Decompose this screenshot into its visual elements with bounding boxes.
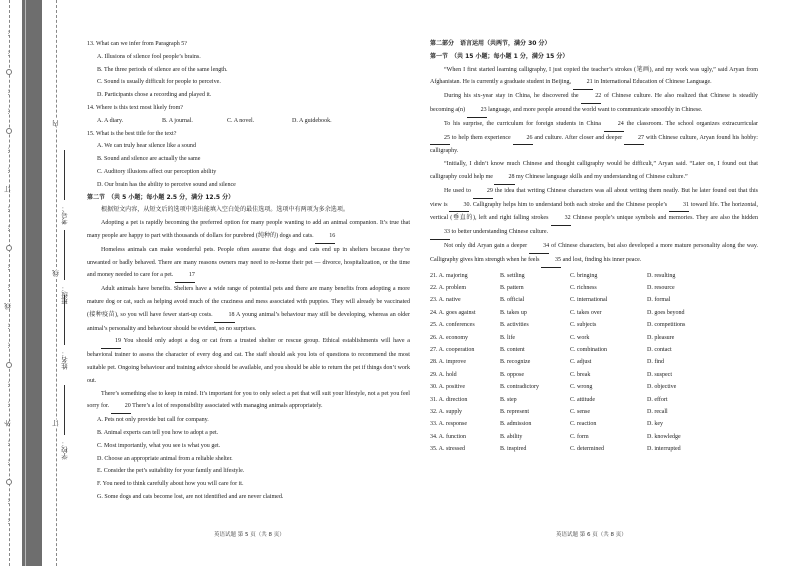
candidate-field-label: 学校：: [62, 440, 69, 460]
blank-28: 28: [494, 171, 514, 185]
answer-option: D. competitions: [647, 322, 686, 329]
option: B. Sound and silence are actually the same: [97, 156, 201, 163]
answer-row: [430, 282, 747, 294]
answer-option: C. adjust: [570, 359, 592, 366]
answer-option: D. resource: [647, 284, 675, 291]
option: F. You need to think carefully about how you will care for it.: [97, 481, 244, 488]
answer-option: B. life: [500, 334, 515, 341]
option: C. A novel.: [227, 117, 255, 124]
answer-option: B. recognize: [500, 359, 531, 366]
candidate-field-label: 班级：: [62, 285, 69, 305]
answer-row: [430, 270, 747, 282]
answer-option: B. inspired: [500, 446, 527, 453]
paragraph: “Initially, I didn’t know much Chinese and thought calligraphy would be difficult,” Aryan said. “Later on, I found out that calligraphy could help me 28 my Chinese language skills and my understanding of Chinese culture.”: [430, 158, 758, 185]
binding-mark: …: [4, 381, 11, 388]
answer-option: C. break: [570, 371, 591, 378]
answer-row: [430, 369, 747, 381]
blank-18: 18: [214, 309, 234, 323]
candidate-field-line[interactable]: [64, 230, 66, 280]
answer-option: C. form: [570, 433, 589, 440]
answer-row: [430, 307, 747, 319]
answer-row: [430, 431, 747, 443]
binding-mark: 订: [5, 186, 12, 193]
option: D. A guidebook.: [292, 117, 332, 124]
binding-mark: …: [4, 30, 11, 37]
section-heading: 第一节 （共 15 小题；每小题 1 分，满分 15 分）: [430, 52, 569, 60]
paragraph: Adult animals have benefits. Shelters have a wide range of potential pets and there are many benefits from adopting a more mature dog or cat, such as helping avoid much of the craziness and mess associated with puppies. They will already be vaccinated (接种疫苗), so you will have fewer start-up costs. 18 A young animal’s behaviour may still be developing, whereas an older animal’s personality and behaviour should be evident, so no surprises.: [87, 286, 411, 332]
binding-mark: 外: [5, 420, 12, 427]
blank-31: 31: [669, 199, 689, 213]
answer-option: C. bringing: [570, 272, 598, 279]
answer-option: D. interrupted: [647, 446, 681, 453]
answer-option: B. admission: [500, 421, 532, 428]
candidate-field-line[interactable]: [64, 150, 66, 200]
answer-option: B. settling: [500, 272, 525, 279]
blank-34: 34: [529, 240, 549, 254]
binding-hole-mark: [6, 362, 12, 368]
paragraph: 19 You should only adopt a dog or cat from a trusted shelter or rescue group. Ethical establishments will have a behavioral trainer to assess the character of every dog and cat. The staff should ask you lots of questions to recommend the most suitable pet. Ongoing behaviour and training advice should be available, and you should be able to return the pet if things don’t work out.: [87, 335, 410, 387]
option: A. A diary.: [97, 117, 124, 124]
page-6-content: [430, 38, 758, 456]
answer-option: D. formal: [647, 297, 671, 304]
binding-mark: …: [4, 108, 11, 115]
answer-options-table: [430, 270, 747, 456]
answer-option: D. pleasure: [647, 334, 675, 341]
answer-option: 30. A. positive: [430, 384, 466, 391]
binding-mark: …: [4, 88, 11, 95]
answer-option: B. activities: [500, 322, 529, 329]
option: E. Consider the pet’s suitability for your family and lifestyle.: [97, 468, 245, 475]
answer-option: D. find: [647, 359, 664, 366]
inner-binding-mark: 订: [53, 420, 60, 427]
answer-option: B. oppose: [500, 371, 524, 378]
option: A. We can truly hear silence like a sound: [97, 143, 196, 150]
binding-mark: …: [4, 147, 11, 154]
binding-mark: …: [4, 166, 11, 173]
binding-mark: …: [4, 205, 11, 212]
binding-mark: …: [4, 439, 11, 446]
answer-row: [430, 344, 747, 356]
answer-row: [430, 394, 747, 406]
paragraph: Not only did Aryan gain a deeper 34 of Chinese characters, but also developed a more mature personality along the way. Calligraphy gives him strength when he feels 35 and lost, finding his inner peace.: [430, 240, 758, 268]
answer-option: 25. A. conferences: [430, 322, 475, 329]
blank-22: 22: [581, 90, 601, 104]
answer-option: D. suspect: [647, 371, 672, 378]
binding-mark: …: [4, 459, 11, 466]
blank-23: 23: [467, 104, 487, 118]
answer-row: [430, 406, 747, 418]
section-heading: 第二节 （共 5 小题；每小题 2.5 分，满分 12.5 分）: [87, 193, 235, 201]
binding-mark: …: [4, 498, 11, 505]
binding-mark: …: [4, 322, 11, 329]
answer-option: 24. A. goes against: [430, 309, 476, 316]
answer-row: [430, 381, 747, 393]
answer-option: 28. A. improve: [430, 359, 466, 366]
page-5-footer: 英语试题 第 5 页（共 8 页）: [214, 532, 285, 538]
answer-option: D. recall: [647, 409, 668, 416]
blank-21: 21: [573, 76, 593, 90]
paragraph: There’s something else to keep in mind. It’s important for you to only select a pet that will suit your lifestyle, not a pet you feel sorry for. 20 There’s a lot of responsibility associated with managing animals appropriately.: [87, 388, 410, 415]
inner-cut-line: [56, 0, 57, 566]
answer-option: 33. A. response: [430, 421, 467, 428]
answer-option: C. subjects: [570, 322, 597, 329]
option: D. Choose an appropriate animal from a reliable shelter.: [97, 455, 233, 462]
answer-option: B. official: [500, 297, 525, 304]
answer-row: [430, 356, 747, 368]
blank-33: 33: [430, 226, 450, 240]
answer-option: D. objective: [647, 384, 677, 391]
option: G. Some dogs and cats become lost, are not identified and are never claimed.: [97, 493, 284, 500]
blank-32: 32: [551, 212, 571, 226]
answer-option: C. determined: [570, 446, 604, 453]
answer-option: C. combination: [570, 346, 607, 353]
inner-binding-mark: 线: [53, 270, 60, 277]
option: B. A journal.: [162, 117, 193, 124]
blank-35: 35: [541, 254, 561, 268]
answer-option: 31. A. direction: [430, 396, 468, 403]
paragraph: 根据短文内容，从短文后的选项中选出能填入空白处的最佳选项。选项中有两项为多余选项。: [101, 207, 349, 214]
answer-option: C. work: [570, 334, 590, 341]
option: C. Auditory illusions affect our perception ability: [97, 168, 217, 175]
answer-row: [430, 443, 747, 455]
question: 13. What can we infer from Paragraph 5?: [87, 41, 187, 47]
option-row: [87, 115, 410, 128]
answer-option: C. wrong: [570, 384, 593, 391]
blank-20: 20: [111, 400, 131, 414]
binding-mark: …: [4, 517, 11, 524]
answer-option: D. effort: [647, 396, 668, 403]
option: C. Sound is usually difficult for people to perceive.: [97, 79, 221, 86]
paragraph: To his surprise, the curriculum for foreign students in China 24 the classroom. The school organizes extracurricular 25 to help them experience 26 and culture. After closer and deeper 27 with Chinese culture, Aryan found his hobby: calligraphy.: [430, 118, 758, 158]
binding-hole-mark: [6, 128, 12, 134]
binding-bar: [22, 0, 42, 566]
binding-mark: …: [4, 283, 11, 290]
binding-hole-mark: [6, 245, 12, 251]
blank-27: 27: [624, 132, 644, 146]
option: A. Illusions of silence fool people’s brains.: [97, 53, 201, 60]
answer-option: 26. A. economy: [430, 334, 468, 341]
answer-option: 32. A. supply: [430, 409, 463, 416]
answer-row: [430, 319, 747, 331]
answer-option: B. takes up: [500, 309, 527, 316]
question: 14. Where is this text most likely from?: [87, 104, 183, 111]
answer-option: D. key: [647, 421, 663, 428]
answer-option: 34. A. function: [430, 433, 466, 440]
candidate-field-label: 姓名：: [62, 350, 69, 370]
binding-mark: 线: [5, 303, 12, 310]
option: D. Our brain has the ability to perceive sound and silence: [97, 181, 236, 188]
answer-option: 35. A. stressed: [430, 446, 465, 453]
candidate-field-line[interactable]: [64, 385, 66, 435]
option: D. Participants chose a recording and played it.: [97, 92, 212, 99]
page-6-footer: 英语试题 第 6 页（共 8 页）: [556, 532, 627, 538]
inner-binding-mark: 内: [53, 120, 60, 127]
binding-margin: [0, 0, 72, 566]
answer-option: D. contact: [647, 346, 672, 353]
answer-option: D. goes beyond: [647, 309, 685, 316]
page-5-content: [87, 38, 410, 504]
question: 15. What is the best title for the text?: [87, 130, 177, 137]
answer-option: 29. A. hold: [430, 371, 457, 378]
binding-mark: …: [4, 400, 11, 407]
blank-24: 24: [604, 118, 624, 132]
option: B. Animal experts can tell you how to adopt a pet.: [97, 429, 219, 436]
option: B. The three periods of silence are of the same length.: [97, 66, 228, 73]
answer-option: C. takes over: [570, 309, 602, 316]
candidate-field-label: 考号：: [62, 205, 69, 225]
answer-option: D. knowledge: [647, 433, 681, 440]
answer-option: C. reaction: [570, 421, 597, 428]
blank-26: 26: [513, 132, 533, 146]
binding-mark: …: [4, 49, 11, 56]
paragraph: “When I first started learning calligraphy, I just copied the teacher’s strokes (笔画), and my work was ugly,” said Aryan from Afghanistan. He is currently a graduate student in Beijing, 21 in International Education of Chinese Language.: [430, 64, 758, 91]
answer-row: [430, 418, 747, 430]
binding-mark: …: [4, 225, 11, 232]
answer-option: B. pattern: [500, 284, 524, 291]
binding-mark: …: [4, 342, 11, 349]
blank-17: 17: [175, 269, 195, 283]
paragraph: During his six-year stay in China, he discovered the 22 of Chinese culture. He also realized that Chinese is steadily becoming a(n) 23 language, and more people around the world want to communicate smoothly in Chinese.: [430, 90, 758, 118]
answer-option: C. international: [570, 297, 608, 304]
blank-30: 30: [449, 199, 469, 213]
answer-option: C. richness: [570, 284, 597, 291]
answer-option: 23. A. native: [430, 297, 461, 304]
answer-option: D. resulting: [647, 272, 676, 279]
answer-row: [430, 294, 747, 306]
answer-option: B. content: [500, 346, 525, 353]
answer-row: [430, 332, 747, 344]
answer-option: 21. A. majoring: [430, 272, 468, 279]
answer-option: C. attitude: [570, 396, 595, 403]
blank-16: 16: [315, 230, 335, 244]
answer-option: B. contradictory: [500, 384, 539, 391]
option: C. Most importantly, what you see is what you get.: [97, 442, 221, 449]
blank-25: 25: [430, 132, 450, 146]
blank-19: 19: [101, 335, 121, 349]
answer-option: C. sense: [570, 409, 590, 416]
answer-option: B. step: [500, 396, 517, 403]
binding-hole-mark: [6, 479, 12, 485]
blank-29: 29: [473, 185, 493, 199]
answer-option: 22. A. problem: [430, 284, 466, 291]
answer-option: B. ability: [500, 433, 523, 440]
binding-hole-mark: [6, 69, 12, 75]
option: A. Pets not only provide but call for company.: [97, 417, 209, 424]
paragraph: Adopting a pet is rapidly becoming the preferred option for many people wanting to add an animal companion. It’s true that many people are happy to part with thousands of dollars for purebred (纯种的) dogs and cats. 16: [87, 217, 410, 244]
paragraph: Homeless animals can make wonderful pets. People often assume that dogs and cats end up in shelters because they’re unwanted or badly behaved. There are many reasons owners may need to re-home their pet — divorce, hospitalization, or the time and money needed to care for a pet. 17: [87, 244, 410, 283]
binding-mark: …: [4, 264, 11, 271]
paragraph: He used to 29 the idea that writing Chinese characters was all about writing them neatly. But he later found out that this view is 30. Calligraphy helps him to understand both each stroke and the Chinese people’s 31 toward life. The horizontal, vertical (垂直的), left and right falling strokes 32 Chinese people’s unique symbols and memories. They are also the hidden 33 to better understanding Chinese culture.: [430, 185, 758, 240]
answer-option: 27. A. cooperation: [430, 346, 475, 353]
answer-option: B. represent: [500, 409, 529, 416]
section-heading: 第二部分 语言运用（共两节，满分 30 分）: [430, 40, 551, 47]
